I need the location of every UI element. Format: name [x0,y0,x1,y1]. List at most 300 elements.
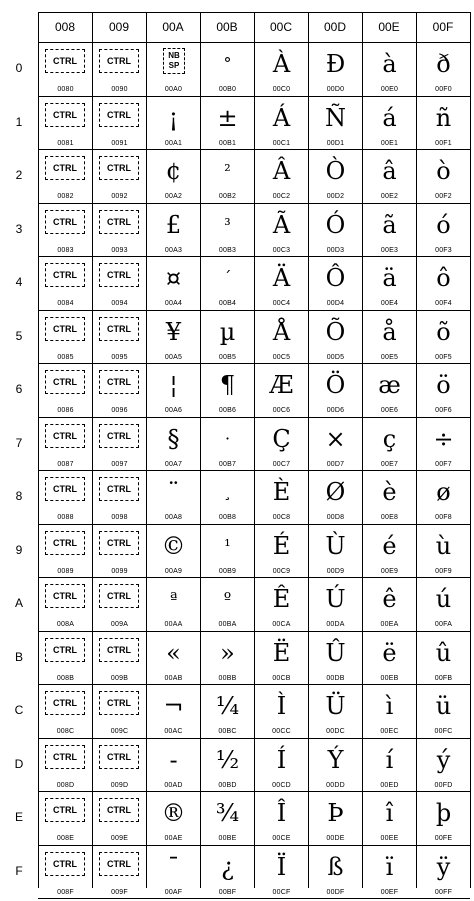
char-cell [363,632,416,685]
code-point-label: 009C [110,728,129,735]
char-cell [201,525,254,578]
char-cell [363,257,416,310]
char-cell [201,204,254,257]
char-glyph: Â [272,157,291,185]
code-point-label: 00A1 [164,140,183,147]
code-point-label: 00D6 [326,407,345,414]
char-glyph: Ë [272,639,291,667]
code-point-label: 00F0 [435,86,452,93]
char-cell [417,525,470,578]
code-point-label: 00B6 [218,407,237,414]
control-char-box: CTRL [45,798,85,822]
char-glyph: Í [276,746,287,774]
code-point-label: 009A [110,621,129,628]
code-point-label: 0091 [111,140,128,147]
char-glyph: · [224,429,231,448]
char-cell [201,846,254,899]
code-point-label: 00F8 [435,514,452,521]
code-point-label: 008D [56,782,75,789]
code-point-label: 00A4 [164,300,183,307]
char-glyph: é [382,532,397,560]
char-cell [309,632,362,685]
char-glyph: ð [436,50,451,78]
row-header-7: 7 [15,435,23,450]
char-glyph: ¯ [167,853,180,881]
code-point-label: 00BC [218,728,237,735]
char-cell [93,43,146,96]
code-point-label: 00F7 [435,461,452,468]
char-glyph: ® [161,799,186,827]
char-cell [39,739,92,792]
char-cell [93,846,146,899]
char-glyph: Þ [327,799,344,827]
char-cell [417,364,470,417]
char-glyph: Û [325,639,346,667]
char-cell [309,739,362,792]
control-char-box: CTRL [45,691,85,715]
char-glyph: Æ [269,371,294,399]
code-point-label: 00B7 [218,461,237,468]
code-point-label: 00CC [272,728,291,735]
code-point-label: 00D0 [326,86,345,93]
char-glyph: Ï [276,853,287,881]
char-glyph: ª [169,589,178,608]
char-cell [255,578,308,631]
code-point-label: 0099 [111,568,128,575]
char-glyph: ¿ [221,853,234,881]
char-glyph: â [382,157,397,185]
row-header-4: 4 [15,275,23,289]
char-cell [255,739,308,792]
char-glyph: ß [327,853,344,881]
char-glyph: ù [435,532,452,560]
char-cell [201,685,254,738]
char-glyph: ½ [215,746,240,774]
code-point-label: 00D8 [326,514,345,521]
code-point-label: 008F [57,889,74,896]
code-point-label: 00BF [218,889,237,896]
char-glyph: ¥ [165,318,182,346]
char-glyph: ö [436,371,451,399]
char-cell [39,150,92,203]
char-cell [363,792,416,845]
char-glyph: ¬ [163,692,184,720]
char-glyph: ê [382,585,397,613]
char-glyph: Ü [325,692,346,720]
code-point-label: 00C2 [272,193,291,200]
code-point-label: 00FF [434,889,453,896]
char-cell [147,364,200,417]
char-cell [309,471,362,524]
char-cell [201,311,254,364]
char-cell [201,364,254,417]
code-point-label: 00E5 [380,354,399,361]
char-glyph: Ñ [325,104,346,132]
control-char-box: CTRL [45,156,85,180]
code-point-label: 0090 [111,86,128,93]
char-cell [255,97,308,150]
char-cell [255,418,308,471]
char-cell [417,150,470,203]
row-header-c: C [14,703,24,717]
char-cell [417,739,470,792]
char-cell [417,311,470,364]
char-cell [309,257,362,310]
code-point-label: 00EC [380,728,399,735]
char-glyph: Ò [325,157,346,185]
code-point-label: 00D1 [326,140,345,147]
char-glyph: ¾ [215,799,240,827]
char-cell [417,471,470,524]
code-point-label: 00F3 [435,247,452,254]
code-point-label: 00EB [380,675,399,682]
char-cell [417,685,470,738]
code-point-label: 00B9 [218,568,237,575]
char-glyph: û [435,639,452,667]
code-point-label: 00FC [434,728,453,735]
char-cell [201,418,254,471]
char-cell [147,525,200,578]
code-point-label: 00E3 [380,247,399,254]
char-cell [147,150,200,203]
row-header-5: 5 [15,328,23,343]
code-point-label: 00A0 [164,86,183,93]
row-header-e: E [14,810,23,824]
char-cell [363,525,416,578]
char-cell [39,257,92,310]
code-point-label: 00CB [272,675,291,682]
char-glyph: Å [272,318,291,346]
code-point-label: 00BD [218,782,237,789]
char-glyph: º [223,589,232,608]
char-cell [93,632,146,685]
char-cell [39,525,92,578]
char-cell [363,364,416,417]
nbsp-char-box [163,48,185,74]
char-cell [147,311,200,364]
char-cell [363,311,416,364]
char-cell [39,578,92,631]
control-char-box: CTRL [99,424,139,448]
code-point-label: 00D2 [326,193,345,200]
code-point-label: 00C9 [272,568,291,575]
char-cell [147,418,200,471]
code-point-label: 00A5 [164,354,183,361]
char-cell [255,525,308,578]
code-point-label: 00F5 [435,354,452,361]
char-glyph: µ [219,318,236,346]
code-point-label: 00AC [164,728,183,735]
code-point-label: 0093 [111,247,128,254]
code-point-label: 0097 [111,461,128,468]
control-char-box: CTRL [99,477,139,501]
char-glyph: × [325,425,346,453]
char-glyph: õ [436,318,451,346]
char-cell [39,846,92,899]
char-cell [363,846,416,899]
char-glyph: ÿ [436,853,451,881]
code-point-label: 00AF [164,889,183,896]
char-glyph: ² [224,161,231,180]
grid-line-vertical [470,12,471,888]
char-glyph: ó [436,211,451,239]
code-point-label: 009F [111,889,128,896]
char-cell [147,632,200,685]
char-glyph: þ [435,799,452,827]
code-point-label: 00C7 [272,461,291,468]
char-glyph: É [272,532,291,560]
control-char-box: CTRL [99,156,139,180]
code-point-label: 00B8 [218,514,237,521]
char-glyph: ¼ [215,692,240,720]
char-glyph: Ó [325,211,346,239]
code-point-label: 00B4 [218,300,237,307]
code-point-label: 0087 [57,461,74,468]
char-cell [363,97,416,150]
code-point-label: 00FB [434,675,453,682]
code-point-label: 00F4 [435,300,452,307]
char-glyph: § [167,425,180,453]
char-cell [309,792,362,845]
char-glyph: ¸ [223,482,232,501]
control-char-box: CTRL [45,584,85,608]
char-glyph: Ç [272,425,291,453]
char-cell [39,311,92,364]
column-header-00a: 00A [162,20,184,34]
char-cell [201,471,254,524]
code-point-label: 00CA [272,621,291,628]
control-char-box: CTRL [99,852,139,876]
char-cell [363,204,416,257]
char-cell [201,150,254,203]
char-glyph: » [220,639,235,667]
code-point-label: 00FD [434,782,453,789]
char-cell [309,525,362,578]
code-point-label: 00FA [434,621,453,628]
code-point-label: 00D9 [326,568,345,575]
control-char-box: CTRL [99,317,139,341]
char-cell [201,97,254,150]
code-point-label: 00A7 [164,461,183,468]
char-cell [93,257,146,310]
code-point-label: 00DA [326,621,345,628]
code-point-label: 009D [110,782,129,789]
control-char-box: CTRL [45,424,85,448]
row-header-d: D [14,756,24,771]
row-header-f: F [15,863,23,878]
control-char-box: CTRL [99,370,139,394]
column-header-00d: 00D [323,20,346,34]
code-point-label: 00DF [326,889,345,896]
code-point-label: 00AD [164,782,183,789]
code-point-label: 00BA [218,621,237,628]
code-point-label: 0095 [111,354,128,361]
code-point-label: 00E6 [380,407,399,414]
char-cell [201,578,254,631]
char-cell [417,97,470,150]
control-char-box: CTRL [99,745,139,769]
char-cell [417,418,470,471]
char-cell [417,204,470,257]
char-glyph: í [385,746,394,774]
char-glyph: ë [382,639,397,667]
char-cell [255,792,308,845]
char-glyph: Ý [327,746,344,774]
code-point-label: 00E2 [380,193,399,200]
code-point-label: 00E4 [380,300,399,307]
char-glyph: ¶ [219,371,236,399]
char-cell [363,739,416,792]
code-point-label: 00D5 [326,354,345,361]
char-cell [39,685,92,738]
char-glyph: ³ [224,215,231,234]
code-point-label: 00DE [326,835,345,842]
code-point-label: 0089 [57,568,74,575]
code-point-label: 00CF [272,889,291,896]
char-glyph: ¨ [167,478,180,506]
char-glyph: ¡ [168,104,179,132]
char-cell [147,685,200,738]
char-glyph: È [272,478,291,506]
control-char-box: CTRL [45,852,85,876]
code-point-label: 00C4 [272,300,291,307]
code-point-label: 00E0 [380,86,399,93]
char-glyph: « [166,639,181,667]
control-char-box: CTRL [45,745,85,769]
control-char-box: CTRL [45,103,85,127]
char-cell [255,632,308,685]
char-cell [363,150,416,203]
grid-line-horizontal [38,12,470,13]
char-glyph: ¢ [165,157,182,185]
char-cell [309,418,362,471]
char-cell [255,204,308,257]
code-point-label: 0082 [57,193,74,200]
row-header-2: 2 [15,168,23,182]
char-cell [417,792,470,845]
code-point-label: 00CD [272,782,291,789]
code-point-label: 00ED [380,782,399,789]
char-cell [93,739,146,792]
char-glyph: ì [385,692,394,720]
code-point-label: 00BB [218,675,237,682]
control-char-box: CTRL [99,531,139,555]
code-point-label: 00B0 [218,86,237,93]
char-glyph: À [272,50,291,78]
code-point-label: 00C3 [272,247,291,254]
column-header-00b: 00B [216,20,238,34]
char-cell [201,43,254,96]
code-point-label: 00C5 [272,354,291,361]
control-char-box: CTRL [99,103,139,127]
code-point-label: 00E9 [380,568,399,575]
control-char-box: CTRL [45,531,85,555]
code-point-label: 00D7 [326,461,345,468]
char-cell [201,739,254,792]
char-cell [93,97,146,150]
char-cell [363,471,416,524]
char-cell [147,471,200,524]
column-header-008: 008 [54,20,76,34]
column-header-00e: 00E [378,20,400,34]
row-header-a: A [14,596,23,610]
char-cell [39,471,92,524]
char-glyph: å [382,318,397,346]
char-cell [93,364,146,417]
code-point-label: 0092 [111,193,128,200]
char-cell [147,578,200,631]
char-glyph: ã [382,211,397,239]
control-char-box: CTRL [99,584,139,608]
char-glyph: á [382,104,397,132]
code-point-label: 008A [56,621,75,628]
char-cell [255,150,308,203]
code-point-label: 0084 [57,300,74,307]
control-char-box: CTRL [45,210,85,234]
char-cell [255,846,308,899]
control-char-box: CTRL [99,691,139,715]
control-char-box: CTRL [99,798,139,822]
char-cell [201,257,254,310]
code-point-label: 00C6 [272,407,291,414]
char-cell [363,418,416,471]
char-cell [93,685,146,738]
code-point-label: 0085 [57,354,74,361]
code-point-label: 00DD [326,782,345,789]
char-cell [39,792,92,845]
char-cell [93,204,146,257]
code-point-label: 00B1 [218,140,237,147]
char-cell [147,739,200,792]
code-point-label: 0096 [111,407,128,414]
char-glyph: ñ [435,104,452,132]
char-cell [309,150,362,203]
code-point-label: 00E7 [380,461,399,468]
char-cell [147,257,200,310]
code-point-label: 00A2 [164,193,183,200]
char-cell [417,257,470,310]
char-glyph: ü [435,692,452,720]
char-cell [201,632,254,685]
code-point-label: 00A3 [164,247,183,254]
char-cell [417,578,470,631]
code-point-label: 00F2 [435,193,452,200]
row-header-0: 0 [15,61,23,75]
nbsp-label: SP [168,61,180,70]
char-cell [93,792,146,845]
char-cell [417,846,470,899]
code-point-label: 0080 [57,86,74,93]
char-glyph: è [382,478,397,506]
char-glyph: Ì [276,692,287,720]
control-char-box: CTRL [45,49,85,73]
code-point-label: 0083 [57,247,74,254]
char-cell [147,97,200,150]
char-cell [309,364,362,417]
nbsp-label: NB [168,51,180,60]
code-point-label: 0088 [57,514,74,521]
code-point-label: 008C [56,728,75,735]
code-point-label: 0086 [57,407,74,414]
row-header-9: 9 [15,542,23,557]
column-header-009: 009 [108,20,130,34]
code-point-label: 00C0 [272,86,291,93]
code-point-label: 00EA [380,621,399,628]
code-point-label: 00AB [164,675,183,682]
code-point-label: 00CE [272,835,291,842]
char-cell [309,97,362,150]
char-glyph: Ð [325,50,346,78]
